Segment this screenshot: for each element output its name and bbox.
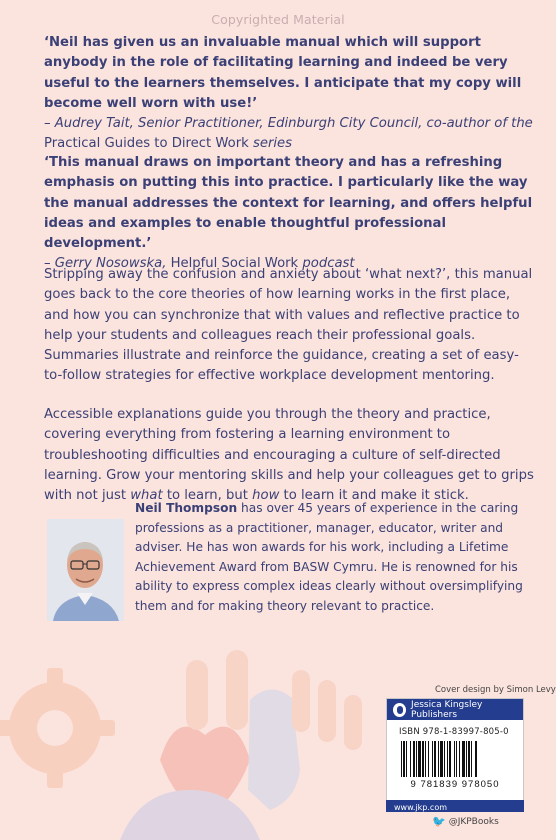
quote-text: ‘Neil has given us an invaluable manual which will support anybody in the role of facilitating learning and indeed be very useful to the learners themselves. I anticipate that my copy will become well worn with use!’	[44, 35, 522, 111]
barcode-digits: 9 781839 978050	[410, 779, 500, 790]
isbn: ISBN 978-1-83997-805-0	[399, 727, 509, 737]
publisher-website: www.jkp.com	[394, 803, 447, 812]
author-photo	[47, 519, 124, 621]
author-name: Neil Thompson	[135, 501, 238, 515]
quote-text: ‘This manual draws on important theory and has a refreshing emphasis on putting this into practice. I particularly like the way the manual addresses the context for learning, and offers helpful ideas and examples to enable thoughtful professional development.’	[44, 155, 533, 252]
quote-attribution: – Audrey Tait, Senior Practitioner, Edinburgh City Council, co-author of the Practical Guides to Direct Work series	[44, 116, 533, 152]
publisher-header	[387, 699, 523, 720]
barcode	[399, 741, 511, 783]
watermark: Copyrighted Material	[211, 12, 345, 27]
publisher-logo-icon	[393, 703, 406, 717]
author-bio: Neil Thompson has over 45 years of experience in the caring professions as a practitioner, manager, educator, writer and adviser. He has won awards for his work, including a Lifetime Achievement Award from BASW Cymru. He is renowned for his ability to express complex ideas clearly without oversimplifying them and for making theory relevant to practice.	[135, 501, 523, 613]
decorative-illustration	[0, 640, 380, 840]
twitter-icon: 🐦	[432, 815, 446, 828]
cover-credit: Cover design by Simon Levy	[435, 685, 556, 695]
quote-attribution: – Gerry Nosowska, Helpful Social Work podcast	[44, 256, 355, 272]
endorsement-quote-2	[44, 153, 534, 275]
twitter-handle: 🐦 @JKPBooks	[432, 815, 499, 828]
endorsement-quote-1	[44, 33, 534, 155]
publisher-box	[386, 698, 524, 802]
description-paragraph-1: Stripping away the confusion and anxiety about ‘what next?’, this manual goes back to the core theories of how learning works in the first place, and how you can synchronize that with values and reflective practice to help your students and colleagues reach their professional goals. Summaries illustrate and reinforce the guidance, creating a set of easy-to-follow strategies for effective workplace development mentoring.	[44, 267, 533, 384]
publisher-name: Jessica Kingsley Publishers	[411, 699, 483, 720]
description-paragraph-2: Accessible explanations guide you through the theory and practice, covering everything from fostering a learning environment to troubleshooting difficulties and encouraging a culture of self-directed learning. Grow your mentoring skills and help your colleagues get to grips with not just what to learn, but how to learn it and make it stick.	[44, 407, 534, 504]
